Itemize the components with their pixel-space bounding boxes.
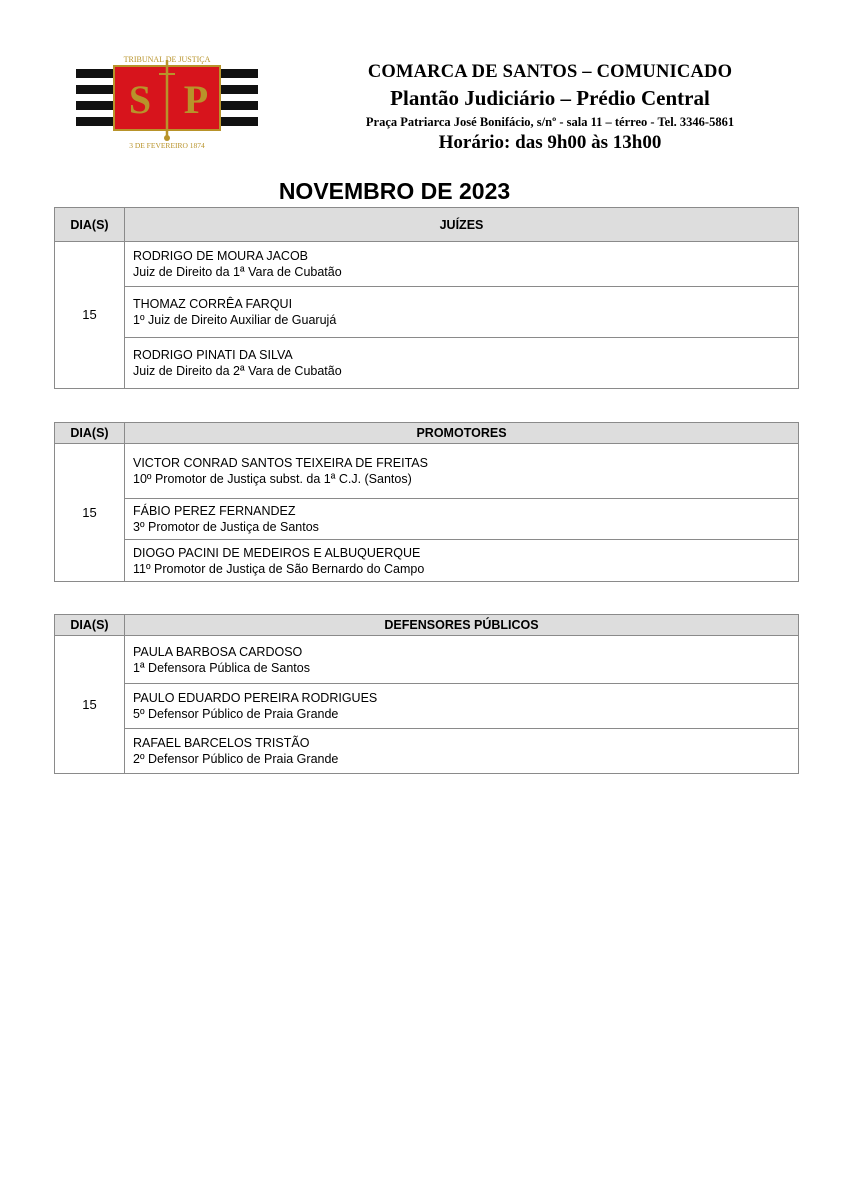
person-role: 5º Defensor Público de Praia Grande: [133, 707, 339, 721]
person-name: PAULA BARBOSA CARDOSO: [133, 644, 303, 659]
person-cell: [125, 636, 799, 684]
prosecutors-table: [54, 422, 799, 582]
person-role: Juiz de Direito da 1ª Vara de Cubatão: [133, 265, 342, 279]
person-name: THOMAZ CORRÊA FARQUI: [133, 297, 293, 311]
person-cell: [125, 444, 799, 499]
person-role: Juiz de Direito da 2ª Vara de Cubatão: [133, 364, 342, 378]
table-row: [55, 287, 799, 338]
logo-bottom-text: 3 DE FEVEREIRO 1874: [129, 141, 205, 150]
judges-table: [54, 207, 799, 389]
logo-top-text: TRIBUNAL DE JUSTIÇA: [123, 55, 211, 64]
table-row: [55, 729, 799, 774]
document-header: [300, 60, 800, 156]
col-header-defenders: DEFENSORES PÚBLICOS: [125, 615, 799, 636]
person-role: 11º Promotor de Justiça de São Bernardo do Campo: [133, 561, 425, 576]
person-role: 2º Defensor Público de Praia Grande: [133, 752, 339, 766]
person-name: RAFAEL BARCELOS TRISTÃO: [133, 736, 310, 750]
table-row: [55, 636, 799, 684]
person-name: RODRIGO DE MOURA JACOB: [133, 249, 309, 263]
header-comarca: COMARCA DE SANTOS – COMUNICADO: [367, 62, 733, 82]
col-header-prosecutors: PROMOTORES: [125, 423, 799, 444]
month-title: NOVEMBRO DE 2023: [278, 178, 511, 204]
table-row: [55, 540, 799, 582]
tjsp-logo: [76, 52, 258, 152]
table-row: [55, 338, 799, 389]
col-header-judges: JUÍZES: [125, 208, 799, 242]
person-role: 1ª Defensora Pública de Santos: [133, 660, 310, 675]
logo-letter-s: S: [128, 77, 152, 122]
day-cell: 15: [55, 636, 125, 774]
col-header-day: DIA(S): [55, 208, 125, 242]
person-role: 10º Promotor de Justiça subst. da 1ª C.J. (Santos): [133, 472, 412, 486]
person-name: PAULO EDUARDO PEREIRA RODRIGUES: [133, 691, 378, 705]
col-header-day: DIA(S): [55, 615, 125, 636]
header-plantao: Plantão Judiciário – Prédio Central: [390, 86, 710, 110]
person-name: FÁBIO PEREZ FERNANDEZ: [133, 504, 296, 518]
table-row: [55, 684, 799, 729]
person-name: RODRIGO PINATI DA SILVA: [133, 348, 293, 362]
person-name: DIOGO PACINI DE MEDEIROS E ALBUQUERQUE: [133, 545, 421, 560]
person-cell: [125, 287, 799, 338]
person-role: 1º Juiz de Direito Auxiliar de Guarujá: [133, 313, 337, 327]
person-cell: [125, 242, 799, 287]
person-name: VICTOR CONRAD SANTOS TEIXEIRA DE FREITAS: [133, 456, 428, 470]
person-cell: [125, 684, 799, 729]
header-hours: Horário: das 9h00 às 13h00: [438, 132, 662, 153]
public-defenders-table: [54, 614, 799, 774]
person-cell: [125, 499, 799, 540]
person-cell: [125, 338, 799, 389]
day-cell: 15: [55, 242, 125, 389]
person-role: 3º Promotor de Justiça de Santos: [133, 520, 319, 534]
person-cell: [125, 729, 799, 774]
table-row: [55, 242, 799, 287]
table-row: [55, 444, 799, 499]
logo-letter-p: P: [183, 77, 209, 122]
header-address: Praça Patriarca José Bonifácio, s/nº - sala 11 – térreo - Tel. 3346-5861: [365, 115, 735, 129]
col-header-day: DIA(S): [55, 423, 125, 444]
table-row: [55, 499, 799, 540]
person-cell: [125, 540, 799, 582]
day-cell: 15: [55, 444, 125, 582]
